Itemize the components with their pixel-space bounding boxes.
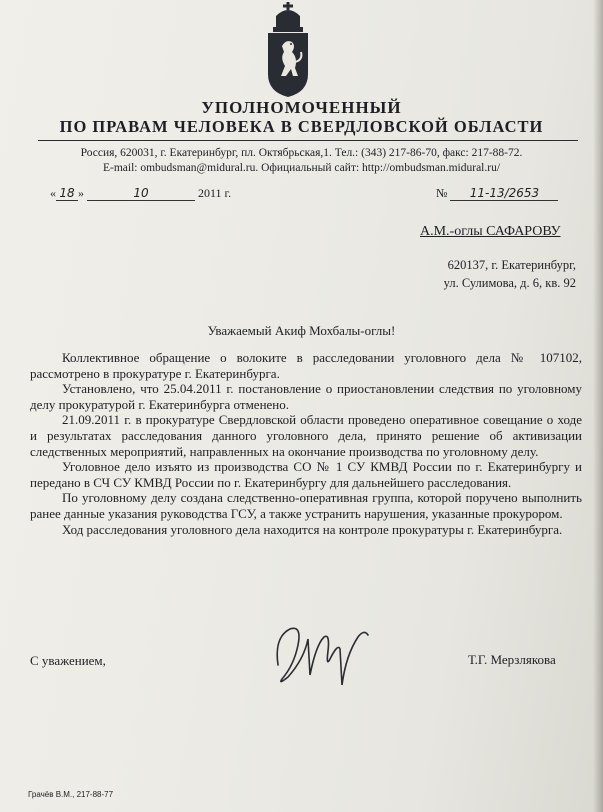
reg-number-value: 11-13/2653 <box>450 186 558 201</box>
paragraph: Установлено, что 25.04.2011 г. постановление о приостановлении следствия по уголовному делу прокуратурой г. Екатеринбурга отменено. <box>30 381 582 412</box>
signature <box>268 615 378 693</box>
reg-number-prefix: № <box>436 186 448 200</box>
header-divider <box>38 140 578 141</box>
date-close-quote: » <box>78 186 84 200</box>
paragraph: Уголовное дело изъято из производства СО № 1 СУ КМВД России по г. Екатеринбургу и передано в СЧ СУ КМВД России по г. Екатеринбургу для дальнейшего расследования. <box>30 459 582 490</box>
recipient-name: А.М.-оглы САФАРОВУ <box>420 224 561 239</box>
header-title-line2: ПО ПРАВАМ ЧЕЛОВЕКА В СВЕРДЛОВСКОЙ ОБЛАСТИ <box>59 117 544 136</box>
coat-of-arms-icon <box>262 2 314 98</box>
paragraph: Ход расследования уголовного дела находится на контроле прокуратуры г. Екатеринбурга. <box>62 521 563 537</box>
greeting: Уважаемый Акиф Мохбалы-оглы! <box>207 323 396 338</box>
date-field <box>50 186 231 201</box>
date-day: 18 <box>56 186 78 201</box>
executor-footer: Грачёв В.М., 217-88-77 <box>28 790 114 799</box>
registration-number <box>436 186 558 201</box>
header-contacts: E-mail: ombudsman@midural.ru. Официальный сайт: http://ombudsman.midural.ru/ <box>102 162 501 174</box>
date-month: 10 <box>87 186 195 201</box>
paragraph: По уголовному делу создана следственно-оперативная группа, которой поручено выполнить ранее данные указания руководства ГСУ, а также устранить нарушения, указанные прокурором. <box>30 490 582 521</box>
paragraph: Коллективное обращение о волоките в расследовании уголовного дела № 107102, рассмотрено в прокуратуре г. Екатеринбурга. <box>30 350 582 381</box>
header-address: Россия, 620031, г. Екатеринбург, пл. Октябрьская,1. Тел.: (343) 217-86-70, факс: 217-88-72. <box>80 147 523 159</box>
date-year: 2011 г. <box>198 186 232 200</box>
signer-name: Т.Г. Мерзлякова <box>468 652 556 667</box>
header-title-line1: УПОЛНОМОЧЕННЫЙ <box>201 98 402 117</box>
date-open-quote: « <box>50 186 56 200</box>
paragraph: 21.09.2011 г. в прокуратуре Свердловской области проведено оперативное совещание о ходе и результатах расследования данного уголовного дела, принято решение об активизации следственных мероприятий, направленных на окончание производства по уголовному делу. <box>30 412 582 459</box>
recipient-address-line1: 620137, г. Екатеринбург, <box>447 258 576 272</box>
letter-body <box>30 350 582 537</box>
recipient-address-line2: ул. Сулимова, д. 6, кв. 92 <box>443 276 576 290</box>
closing: С уважением, <box>30 653 106 668</box>
